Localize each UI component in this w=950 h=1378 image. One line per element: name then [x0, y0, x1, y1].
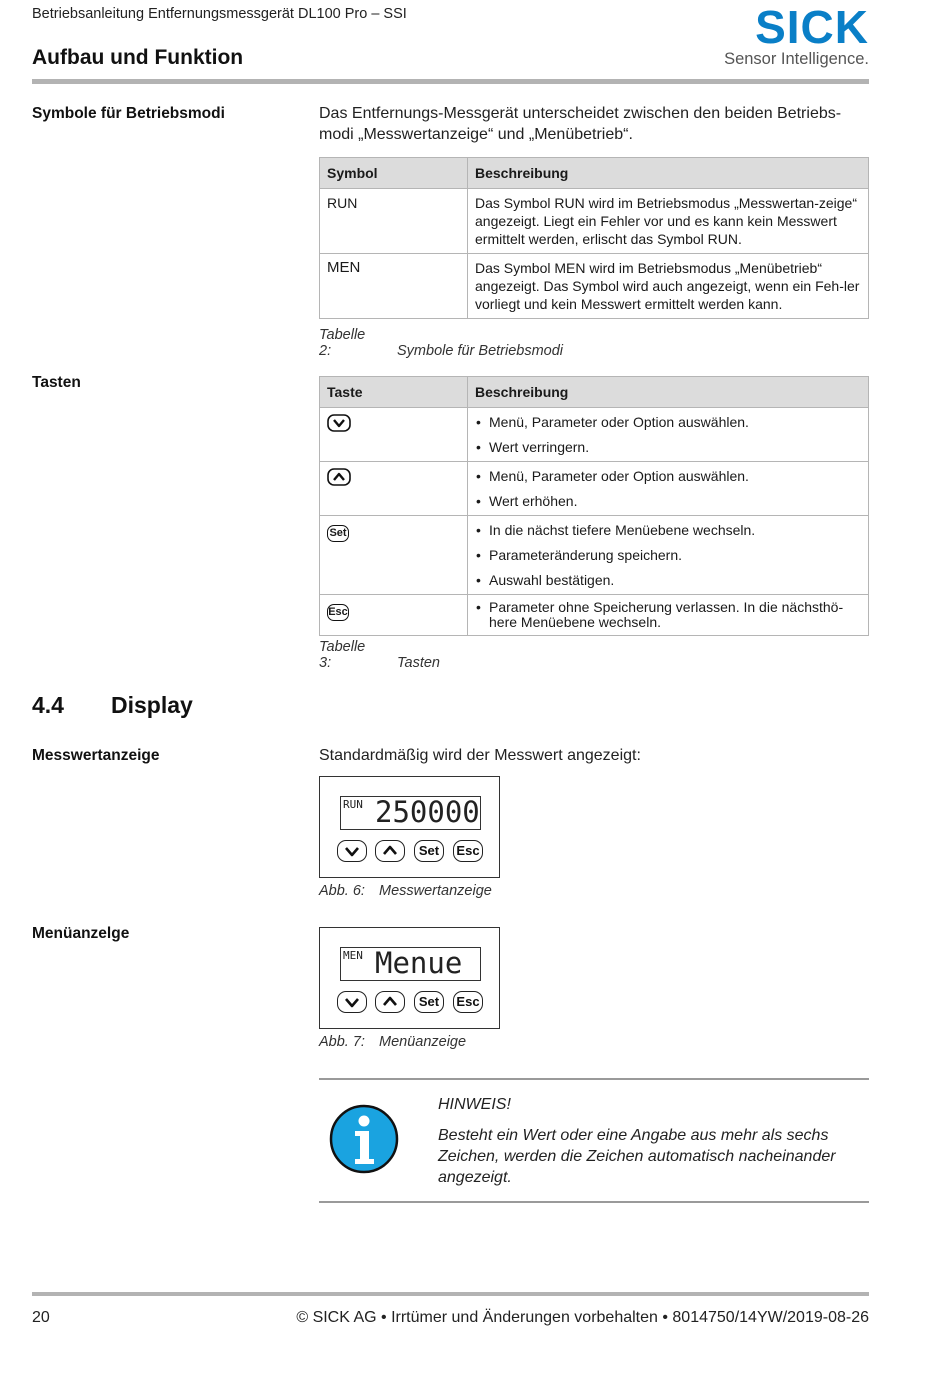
modes-intro-line2: modi „Messwertanzeige“ und „Menübetrieb“. [319, 126, 633, 143]
key-desc-cell [468, 462, 869, 516]
device-figure-menu [319, 927, 500, 1029]
lcd-mode-indicator: RUN [343, 798, 363, 811]
lcd-mode-indicator: MEN [343, 949, 363, 962]
lcd-display [340, 796, 481, 830]
key-desc-cell [468, 408, 869, 462]
note-heading: HINWEIS! [438, 1096, 511, 1113]
list-item: • In die nächst tiefere Menüebene wechseln. [475, 521, 861, 539]
up-key-icon [375, 991, 405, 1013]
document-title: Betriebsanleitung Entfernungsmessgerät DL100 Pro – SSI [32, 6, 407, 22]
caption-label: Abb. 6: [319, 883, 365, 899]
header-rule [32, 79, 869, 84]
figure6-caption [319, 883, 492, 899]
modes-intro [319, 103, 841, 145]
chapter-title: Aufbau und Funktion [32, 46, 244, 69]
key-desc-cell [468, 516, 869, 595]
page-number: 20 [32, 1309, 50, 1326]
logo-tagline: Sensor Intelligence. [724, 50, 869, 68]
modes-table [319, 157, 869, 319]
table2-caption [319, 327, 563, 359]
modes-col-desc: Beschreibung [468, 158, 869, 189]
up-key-icon [375, 840, 405, 862]
sick-logo: SICK [755, 1, 869, 53]
keys-col-desc: Beschreibung [468, 377, 869, 408]
note-rule-bottom [319, 1201, 869, 1203]
keys-table [319, 376, 869, 636]
lcd-value: Menue [375, 946, 463, 980]
list-item: • Wert verringern. [475, 438, 861, 456]
side-heading-menu: Menüanzelge [32, 925, 130, 942]
up-key-icon [327, 468, 351, 486]
table-row [320, 254, 869, 319]
measure-intro: Standardmäßig wird der Messwert angezeigt: [319, 747, 641, 764]
key-desc-cell [468, 595, 869, 636]
mode-symbol-run: RUN [320, 189, 468, 254]
caption-label: Tabelle 3: [319, 639, 366, 671]
caption-text: Menüanzeige [379, 1034, 467, 1050]
set-key-icon: Set [414, 991, 444, 1013]
note-body: Besteht ein Wert oder eine Angabe aus mehr als sechs Zeichen, werden die Zeichen automatisch nacheinander angezeigt. [438, 1127, 836, 1186]
caption-label: Tabelle 2: [319, 327, 366, 359]
key-cell [320, 408, 468, 462]
device-figure-measure [319, 776, 500, 878]
table-row [320, 595, 869, 636]
esc-key-icon: Esc [327, 604, 349, 621]
modes-col-symbol: Symbol [320, 158, 468, 189]
caption-text: Tasten [397, 655, 440, 671]
lcd-value: 250000 [375, 795, 480, 829]
footer-rule [32, 1292, 869, 1296]
side-heading-modes: Symbole für Betriebsmodi [32, 105, 225, 122]
set-key-icon: Set [414, 840, 444, 862]
list-item: • Menü, Parameter oder Option auswählen. [475, 413, 861, 431]
info-icon [329, 1104, 399, 1174]
lcd-display [340, 947, 481, 981]
section-number: 4.4 [32, 692, 64, 718]
list-item: • Auswahl bestätigen. [475, 571, 861, 589]
figure7-caption [319, 1034, 466, 1050]
side-heading-keys: Tasten [32, 374, 81, 391]
note-rule-top [319, 1078, 869, 1080]
section-title: Display [111, 692, 193, 718]
modes-intro-line1: Das Entfernungs-Messgerät unterscheidet zwischen den beiden Betriebs- [319, 105, 842, 122]
key-cell [320, 516, 468, 595]
side-heading-measure: Messwertanzeige [32, 747, 160, 764]
list-item: • Menü, Parameter oder Option auswählen. [475, 467, 861, 485]
list-item: • Parameteränderung speichern. [475, 546, 861, 564]
caption-text: Symbole für Betriebsmodi [397, 343, 564, 359]
list-item: • Wert erhöhen. [475, 492, 861, 510]
table-row [320, 408, 869, 462]
mode-desc-run: Das Symbol RUN wird im Betriebsmodus „Messwertan-zeige“ angezeigt. Liegt ein Fehler vor und es kann kein Messwert ermittelt werden, erlischt das Symbol RUN. [468, 189, 869, 254]
key-cell [320, 462, 468, 516]
set-key-icon: Set [327, 525, 349, 542]
mode-symbol-men: MEN [320, 254, 468, 319]
down-key-icon [327, 414, 351, 432]
esc-key-icon: Esc [453, 840, 483, 862]
caption-label: Abb. 7: [319, 1034, 365, 1050]
esc-key-icon: Esc [453, 991, 483, 1013]
device-keys [337, 991, 487, 1013]
mode-desc-men: Das Symbol MEN wird im Betriebsmodus „Menübetrieb“ angezeigt. Das Symbol wird auch angezeigt, wenn ein Feh-ler vorliegt und kein Messwert ermittelt werden kann. [468, 254, 869, 319]
device-keys [337, 840, 487, 862]
footer-text: © SICK AG • Irrtümer und Änderungen vorbehalten • 8014750/14YW/2019-08-26 [296, 1309, 869, 1326]
key-cell [320, 595, 468, 636]
table-row [320, 516, 869, 595]
table3-caption [319, 639, 440, 671]
down-key-icon [337, 840, 367, 862]
list-item: • Parameter ohne Speicherung verlassen. In die nächsthö-here Menüebene wechseln. [475, 600, 861, 630]
caption-text: Messwertanzeige [379, 883, 492, 899]
table-row [320, 462, 869, 516]
keys-col-key: Taste [320, 377, 468, 408]
down-key-icon [337, 991, 367, 1013]
table-row [320, 189, 869, 254]
